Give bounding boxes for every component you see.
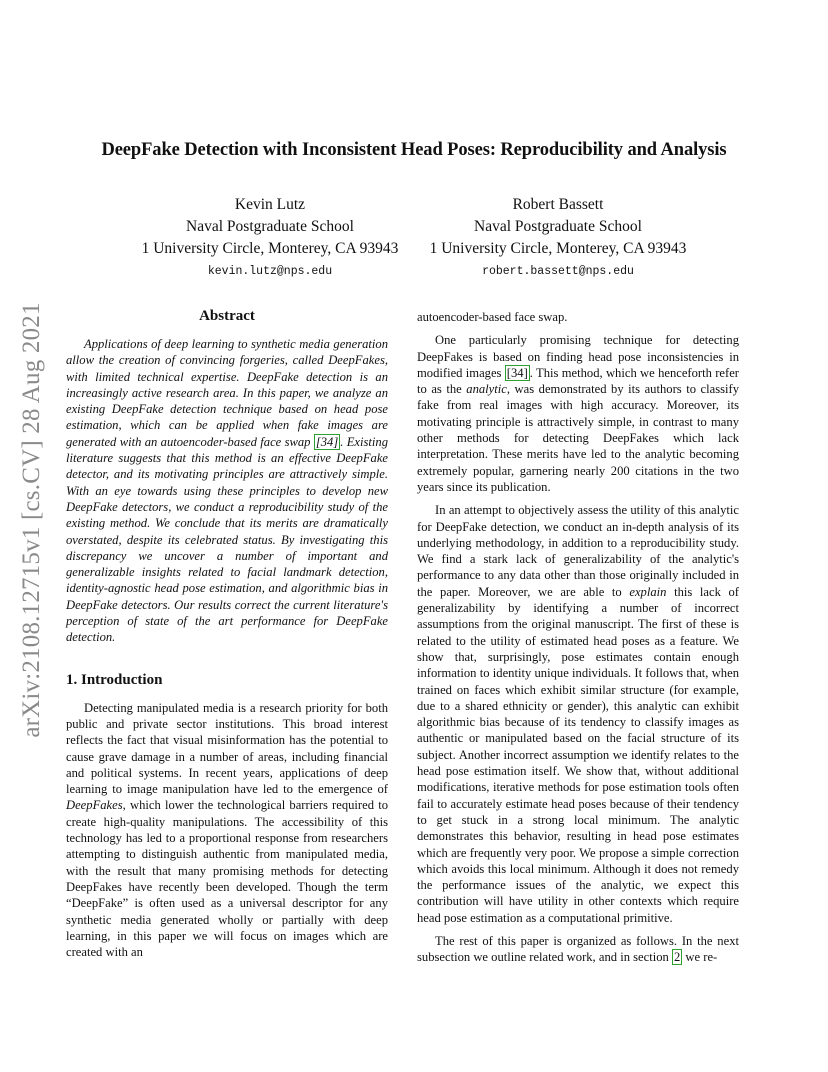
para3-text-2: this lack of generalizability by identifying a number of incorrect assumptions from the original manuscript. The first of these is related to the utility of estimated head poses as a feature. We show that, surprisingly, pose estimates contain enough information to identity unique individuals. It follows that, when trained on faces which exhibit similar structure (for example, due to a shared ethnicity or gender), this analytic can exhibit algorithmic bias because of its tendency to classify images as authentic or manipulated based on the facial structure of its subject. Another incorrect assumption we identify relates to the head pose estimation itself. We show that, without additional modifications, iterative methods for pose estimation tools often fail to accurately estimate head poses because of their tendency to get stuck in a strong local minimum. The analytic demonstrates this behavior, resulting in head pose estimates which are frequently very poor. We propose a simple correction which avoids this local minimum. Although it does not remedy the performance issues of the analytic, we expect this contribution will have utility in other contexts which require head pose estimation as a computational primitive.	[417, 584, 739, 925]
section-heading-introduction: 1. Introduction	[66, 671, 163, 688]
author-address: 1 University Circle, Monterey, CA 93943	[429, 240, 687, 257]
para4-text-2: we re-	[682, 950, 718, 965]
para2-text-2: . This method, which we henceforth refer to as the	[417, 365, 739, 397]
author-address: 1 University Circle, Monterey, CA 93943	[141, 240, 399, 257]
abstract-text-1: Applications of deep learning to synthetic media generation allow the creation of convincing forgeries, called DeepFakes, with limited technical expertise. DeepFake detection is an increasingly active research area. In this paper, we analyze an existing DeepFake detection technique based on head pose estimation, which can be applied when fake images are generated with an autoencoder-based face swap	[66, 337, 388, 449]
intro-text-1: Detecting manipulated media is a research priority for both public and private sector institutions. This broad interest reflects the fact that visual misinformation has the potential to cause grave damage in a number of areas, including financial and political systems. In recent years, applications of deep learning to image manipulation have led to the emergence of	[66, 700, 388, 797]
para2-text-3: , was demonstrated by its authors to classify fake from real images with high accuracy. Moreover, its motivating principle is attractively simple, in contrast to many other methods for detecting DeepFakes which lack interpretation. These merits have led to the analytic becoming extremely popular, garnering nearly 200 citations in the two years since its publication.	[417, 382, 740, 494]
intro-paragraph-1	[66, 700, 388, 961]
left-column	[66, 306, 388, 960]
para3-text-1: In an attempt to objectively assess the utility of this analytic for DeepFake detection, we conduct an in-depth analysis of its underlying methodology, in addition to a reproducibility study. We find a stark lack of generalizability of the analytic's performance to any data other than those originally included in the paper. Moreover, we are able to	[417, 503, 739, 599]
citation-link[interactable]: [34]	[506, 365, 528, 380]
author-affiliation: Naval Postgraduate School	[474, 218, 642, 235]
intro-text-2: , which lower the technological barriers required to create high-quality manipulations. The accessibility of this technology has led to a proportional response from researchers attempting to distinguish authentic from manipulated media, with the result that many promising methods for detecting DeepFakes have recently been developed. Though the term “DeepFake” is often used as a universal descriptor for any synthetic media generated wholly or partially with deep learning, in this paper we will focus on images which are created with an	[66, 798, 388, 960]
intro-paragraph-3	[417, 502, 739, 926]
arxiv-stamp-container	[14, 280, 50, 760]
author-affiliation: Naval Postgraduate School	[186, 218, 354, 235]
para2-text-1: One particularly promising technique for detecting DeepFakes is based on finding head pose inconsistencies in modified images	[417, 333, 739, 380]
intro-emphasis: DeepFakes	[66, 798, 123, 813]
author-block-1	[115, 194, 425, 283]
citation-link[interactable]: [34]	[315, 434, 339, 449]
section-ref-link[interactable]: 2	[673, 950, 681, 965]
para2-emphasis: analytic	[466, 382, 507, 397]
author-name: Robert Bassett	[512, 196, 604, 213]
author-email[interactable]: robert.bassett@nps.edu	[482, 265, 634, 278]
continued-text: autoencoder-based face swap.	[417, 310, 568, 324]
author-block-2	[403, 194, 713, 283]
para4-text-1: The rest of this paper is organized as follows. In the next subsection we outline related work, and in section	[417, 933, 739, 965]
abstract-text-2: . Existing literature suggests that this method is an effective DeepFake detector, and its motivating principles are attractively simple. With an eye towards using these principles to develop new DeepFake detectors, we conduct a reproducibility study of the existing method. We conclude that its merits are dramatically overstated, despite its celebrated status. By investigating this discrepancy we uncover a number of important and generalizable insights related to facial landmark detection, identity-agnostic head pose estimation, and algorithmic bias in DeepFake detectors. Our results correct the current literature's perception of state of the art performance for DeepFake detection.	[66, 434, 388, 645]
intro-paragraph-4	[417, 933, 739, 966]
author-name: Kevin Lutz	[234, 196, 306, 213]
author-email[interactable]: kevin.lutz@nps.edu	[207, 265, 333, 278]
abstract-text	[66, 336, 388, 646]
right-column	[417, 309, 739, 966]
paper-title: DeepFake Detection with Inconsistent Head Poses: Reproducibility and Analysis	[101, 140, 727, 160]
arxiv-stamp: arXiv:2108.12715v1 [cs.CV] 28 Aug 2021	[18, 302, 45, 738]
intro-paragraph-2	[417, 332, 739, 495]
para3-emphasis: explain	[629, 584, 667, 599]
abstract-heading: Abstract	[199, 308, 255, 324]
